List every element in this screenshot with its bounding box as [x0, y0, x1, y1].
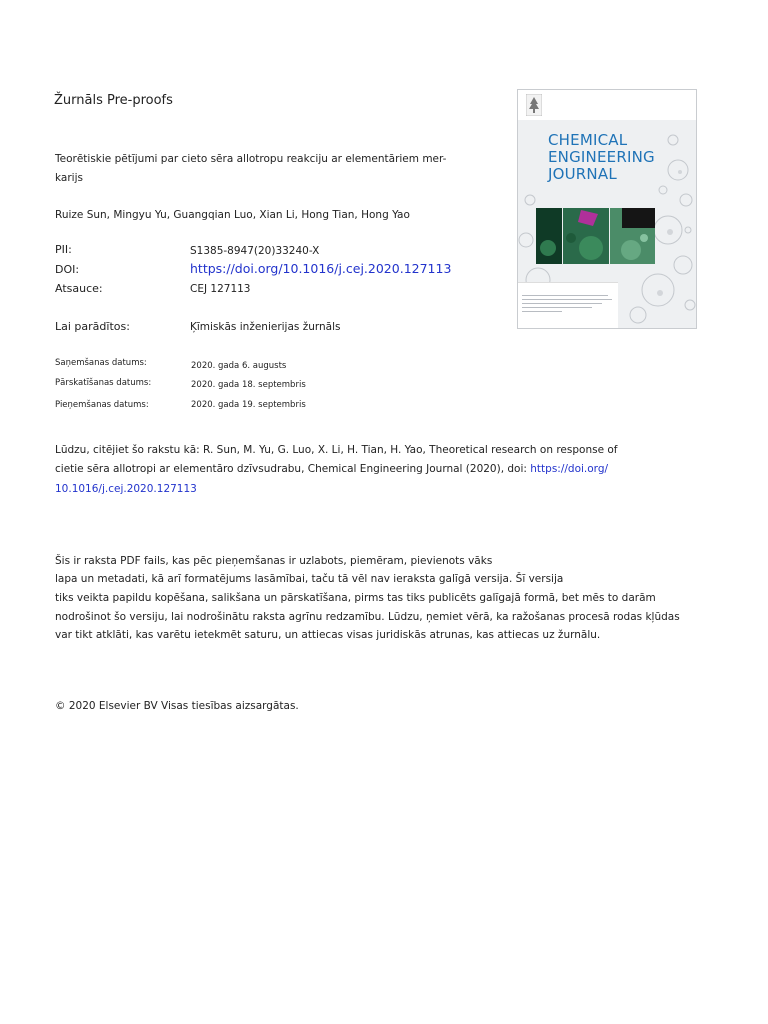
cite-doi-link-part1[interactable]: https://doi.org/ — [530, 463, 609, 475]
ref-value: CEJ 127113 — [190, 283, 251, 295]
article-title-line1: Teorētiskie pētījumi par cieto sēra allotropu reakciju ar elementāriem mer- — [55, 153, 447, 165]
notice-line: Šis ir raksta PDF fails, kas pēc pieņemšanas ir uzlabots, piemēram, pievienots vāks — [55, 555, 493, 567]
cover-title — [548, 132, 655, 183]
notice-line: nodrošinot šo versiju, lai nodrošinātu raksta agrīnu redzamību. Lūdzu, ņemiet vērā, ka ražošanas procesā rodas kļūdas — [55, 611, 680, 623]
cite-line2-text: cietie sēra allotropi ar elementāro dzīvsudrabu, Chemical Engineering Journal (2020), doi: — [55, 463, 531, 475]
revised-label: Pārskatīšanas datums: — [55, 378, 152, 388]
doi-label: DOI: — [55, 263, 80, 276]
cover-title-line: ENGINEERING — [548, 148, 655, 166]
notice-line: lapa un metadati, kā arī formatējums lasāmībai, taču tā vēl nav ieraksta galīgā versija. Šī versija — [55, 573, 564, 585]
cover-header — [518, 90, 696, 120]
appear-value: Ķīmiskās inženierijas žurnāls — [190, 321, 341, 333]
pii-label: PII: — [55, 243, 72, 256]
cover-title-line: CHEMICAL — [548, 131, 628, 149]
cover-title-line: JOURNAL — [548, 165, 617, 183]
article-title-line2: karijs — [55, 172, 83, 184]
revised-value: 2020. gada 18. septembris — [191, 380, 306, 390]
copyright: © 2020 Elsevier BV Visas tiesības aizsargātas. — [55, 700, 299, 712]
doi-link[interactable]: https://doi.org/10.1016/j.cej.2020.127113 — [190, 261, 452, 276]
ref-label: Atsauce: — [55, 282, 103, 295]
received-value: 2020. gada 6. augusts — [191, 361, 287, 371]
cite-line1: Lūdzu, citējiet šo rakstu kā: R. Sun, M. Yu, G. Luo, X. Li, H. Tian, H. Yao, Theoretical research on response of — [55, 444, 618, 456]
notice-line: tiks veikta papildu kopēšana, salikšana un pārskatīšana, pirms tas tiks publicēts galīgajā formā, bet mēs to darām — [55, 592, 656, 604]
cite-doi-link-part2[interactable]: 10.1016/j.cej.2020.127113 — [55, 483, 197, 495]
journal-label: Žurnāls Pre-proofs — [54, 93, 173, 108]
journal-cover-image — [517, 89, 697, 329]
pii-value: S1385-8947(20)33240-X — [190, 245, 320, 257]
elsevier-logo-icon — [526, 94, 542, 116]
accepted-value: 2020. gada 19. septembris — [191, 400, 306, 410]
cite-line2 — [55, 463, 608, 475]
accepted-label: Pieņemšanas datums: — [55, 400, 149, 410]
featured-panel — [518, 282, 618, 329]
authors: Ruize Sun, Mingyu Yu, Guangqian Luo, Xian Li, Hong Tian, Hong Yao — [55, 209, 410, 221]
notice-line: var tikt atklāti, kas varētu ietekmēt saturu, un attiecas visas juridiskās atrunas, kas attiecas uz žurnālu. — [55, 629, 601, 641]
cover-photos — [536, 208, 655, 264]
received-label: Saņemšanas datums: — [55, 358, 147, 368]
appear-label: Lai parādītos: — [55, 320, 130, 333]
